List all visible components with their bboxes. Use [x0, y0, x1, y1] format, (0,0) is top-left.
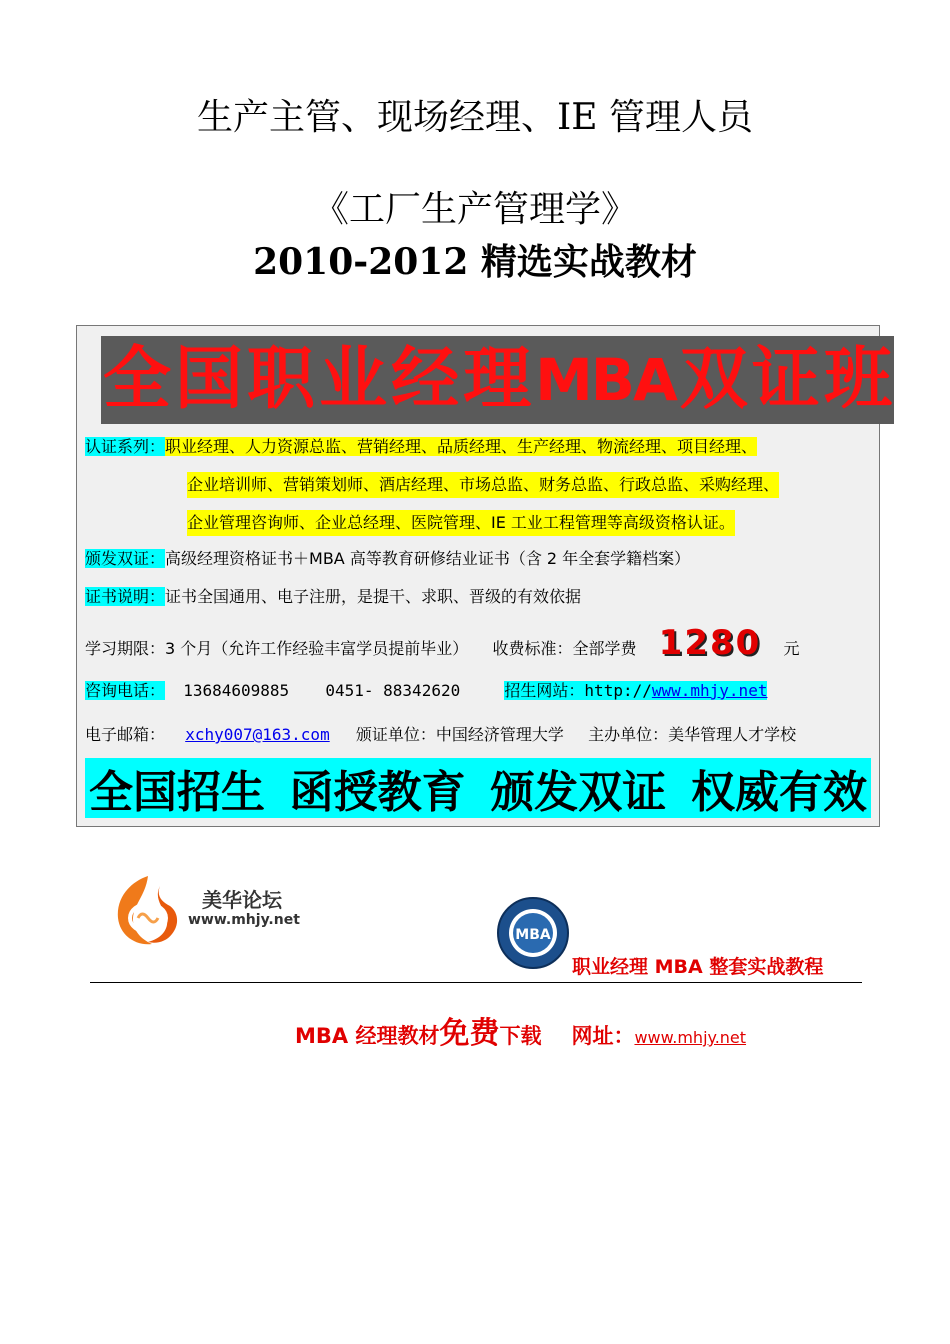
- mba-badge-icon: [496, 896, 570, 970]
- fee-unit: 元: [783, 639, 800, 658]
- dual-label: 颁发双证：: [85, 549, 166, 568]
- mba-badge-text: MBA: [515, 927, 551, 943]
- host-text: 主办单位：美华管理人才学校: [588, 725, 797, 744]
- issuer-text: 颁证单位：中国经济管理大学: [355, 725, 564, 744]
- tagline: 职业经理 MBA 整套实战教程: [572, 956, 824, 978]
- title-line-3: 2010-2012 精选实战教材: [253, 241, 697, 283]
- footer-url-label: 网址：: [571, 1024, 635, 1048]
- note-label: 证书说明：: [85, 587, 166, 606]
- title-line-2: 《工厂生产管理学》: [312, 189, 637, 230]
- cert-line-2: 企业培训师、营销策划师、酒店经理、市场总监、财务总监、行政总监、采购经理、: [187, 472, 779, 498]
- phone-2: 0451- 88342620: [325, 681, 461, 700]
- footer-part-1: MBA 经理教材: [295, 1024, 440, 1048]
- slogan-2: 函授教育: [289, 767, 466, 818]
- footer-part-3: 下载: [499, 1024, 542, 1048]
- banner-char: 班: [822, 336, 894, 424]
- banner-title: [101, 334, 892, 426]
- banner-char: 业: [317, 336, 389, 424]
- email-label: 电子邮箱：: [85, 725, 166, 744]
- dual-text: 高级经理资格证书＋MBA 高等教育研修结业证书（含 2 年全套学籍档案）: [165, 549, 691, 568]
- slogan-bar: [85, 758, 871, 818]
- divider: [90, 982, 862, 983]
- email-row: [85, 722, 796, 748]
- footer-url-link[interactable]: www.mhjy.net: [634, 1028, 747, 1047]
- fee-value: 1280: [658, 623, 762, 663]
- cert-note-row: [85, 584, 581, 610]
- cert-label: 认证系列：: [85, 437, 166, 456]
- banner-char: 经: [389, 336, 461, 424]
- contact-row: [85, 678, 767, 704]
- study-text: 学习期限：3 个月（允许工作经验丰富学员提前毕业）: [85, 639, 469, 658]
- slogan-3: 颁发双证: [490, 767, 667, 818]
- flame-logo-icon: [108, 872, 186, 948]
- note-text: 证书全国通用、电子注册，是提干、求职、晋级的有效依据: [165, 587, 582, 606]
- banner-char: MBA: [533, 336, 678, 424]
- slogan-1: 全国招生: [89, 767, 265, 818]
- title-line-1: 生产主管、现场经理、IE 管理人员: [197, 97, 753, 138]
- study-fee-row: [85, 623, 800, 663]
- forum-logo[interactable]: [108, 870, 328, 950]
- email-link[interactable]: xchy007@163.com: [185, 725, 330, 744]
- dual-cert-row: [85, 546, 690, 572]
- banner-char: 国: [173, 336, 245, 424]
- site-label: 招生网站：: [504, 681, 585, 700]
- forum-url: www.mhjy.net: [188, 912, 300, 928]
- slogan-4: 权威有效: [690, 767, 867, 818]
- banner-char: 证: [750, 336, 822, 424]
- cert-series-row: [85, 434, 757, 460]
- banner-char: 理: [461, 336, 533, 424]
- banner-char: 职: [245, 336, 317, 424]
- phone-label: 咨询电话：: [85, 681, 166, 700]
- cert-line-1: 职业经理、人力资源总监、营销经理、品质经理、生产经理、物流经理、项目经理、: [165, 437, 758, 456]
- footer-free: 免费: [439, 1016, 500, 1051]
- phone-1: 13684609885: [183, 681, 290, 700]
- banner-char: 双: [678, 336, 750, 424]
- forum-name: 美华论坛: [202, 888, 282, 912]
- cert-line-3: 企业管理咨询师、企业总经理、医院管理、IE 工业工程管理等高级资格认证。: [187, 510, 735, 536]
- footer-download-line: [295, 1008, 746, 1052]
- banner-char: 全: [101, 336, 173, 424]
- fee-label: 收费标准：全部学费: [492, 639, 637, 658]
- site-prefix: http://: [584, 681, 652, 700]
- site-link[interactable]: www.mhjy.net: [651, 681, 768, 700]
- advertisement-box: [76, 325, 892, 827]
